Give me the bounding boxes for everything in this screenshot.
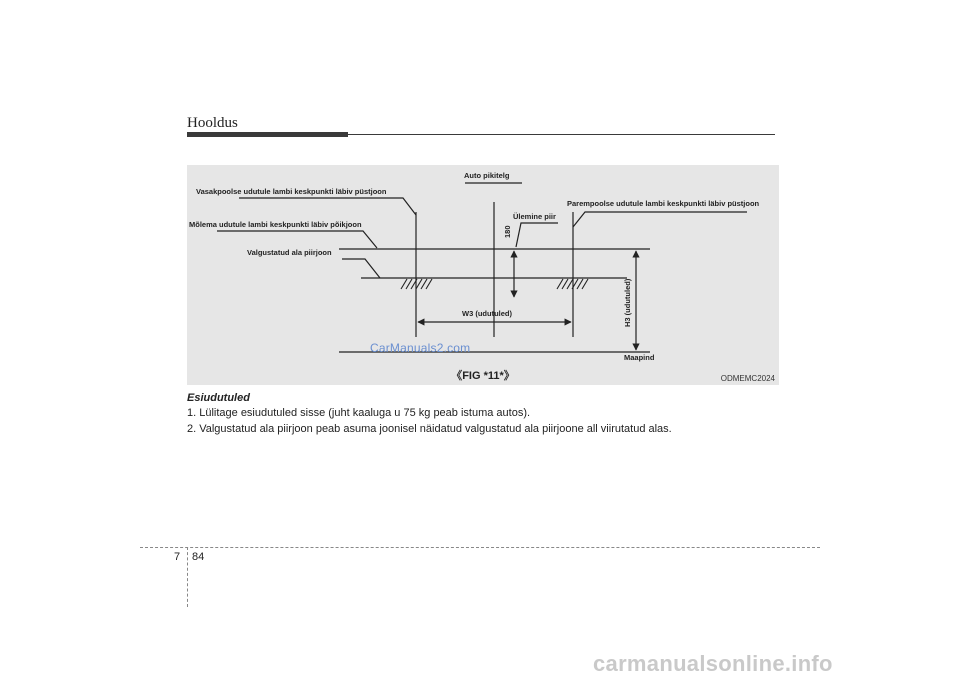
leader-cutoff: [342, 259, 380, 278]
leader-both-horizontal: [217, 231, 377, 248]
leader-right-vertical: [573, 212, 747, 227]
aiming-diagram: [187, 165, 779, 385]
chapter-number: 7: [174, 551, 181, 563]
leader-left-vertical: [239, 198, 416, 215]
label-cutoff: Valgustatud ala piirjoon: [247, 248, 332, 257]
label-upper-limit: Ülemine piir: [513, 212, 556, 221]
figure-caption: 《FIG *11*》: [451, 370, 515, 382]
footer-rule: [140, 547, 820, 548]
instruction-line-2: 2. Valgustatud ala piirjoon peab asuma joonisel näidatud valgustatud ala piirjoone all viirutatud alas.: [187, 423, 672, 435]
label-ground: Maapind: [624, 353, 655, 362]
label-left-vertical: Vasakpoolse udutule lambi keskpunkti läbiv püstjoon: [196, 187, 387, 196]
instruction-line-1: 1. Lülitage esiudutuled sisse (juht kaaluga u 75 kg peab istuma autos).: [187, 407, 531, 419]
header-bar: [187, 132, 348, 137]
leader-upper-limit: [516, 223, 558, 247]
label-h3: H3 (udutuled): [623, 278, 632, 327]
page-number: 84: [192, 551, 205, 563]
section-title: Esiudutuled: [187, 392, 250, 404]
watermark-text: CarManuals2.com: [370, 341, 471, 355]
label-vehicle-axis: Auto pikitelg: [464, 171, 510, 180]
label-180: 180: [503, 225, 512, 238]
page-header-title: Hooldus: [187, 115, 238, 131]
figure-code: ODMEMC2024: [720, 374, 775, 383]
label-both-horizontal: Mõlema udutule lambi keskpunkti läbiv põikjoon: [189, 220, 362, 229]
label-w3: W3 (udutuled): [462, 309, 512, 318]
footer-vertical-rule: [187, 547, 188, 607]
label-right-vertical: Parempoolse udutule lambi keskpunkti läbiv püstjoon: [567, 199, 760, 208]
site-watermark: carmanualsonline.info: [593, 651, 833, 676]
fog-lamp-aiming-figure: [187, 165, 779, 385]
header-rule: [348, 134, 775, 135]
